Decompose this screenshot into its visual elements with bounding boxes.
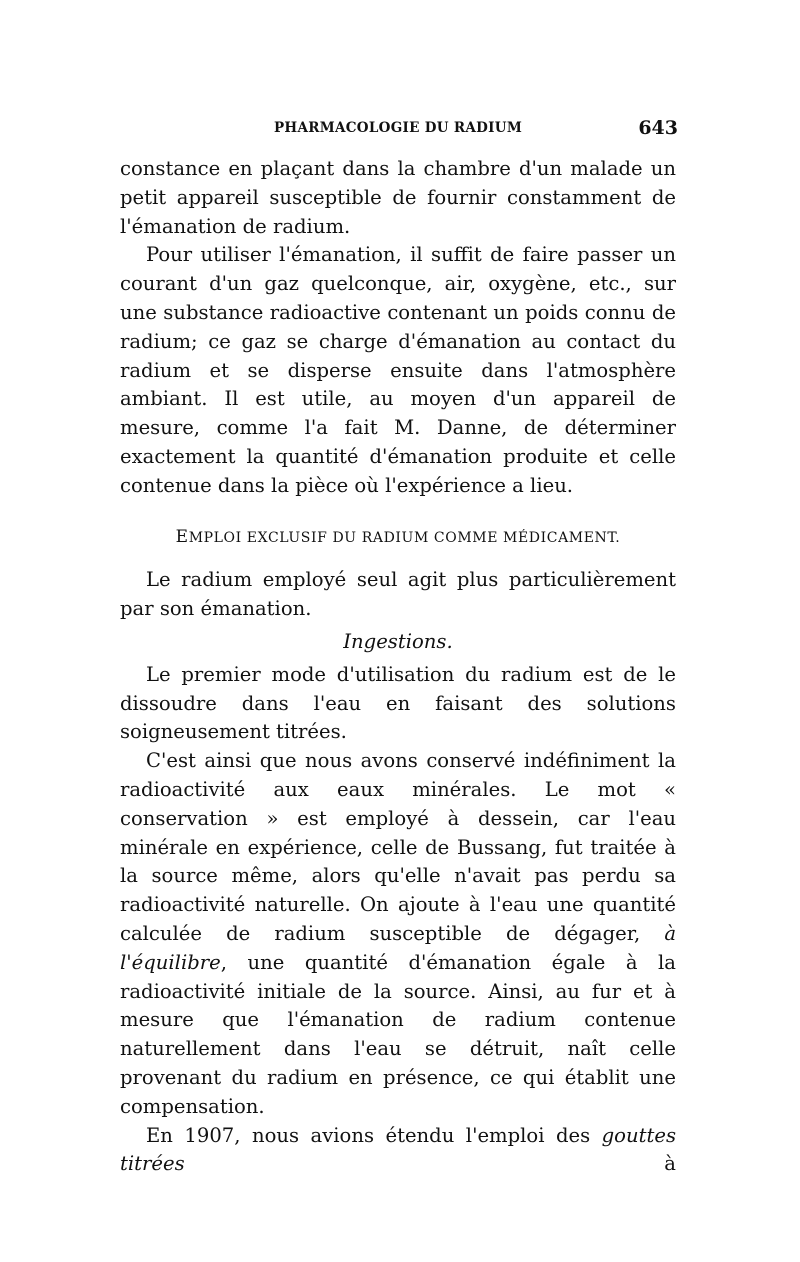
paragraph-2: Pour utiliser l'émanation, il suffit de faire passer un courant d'un gaz quelconque, air, oxygène, etc., sur une substance radioactive contenant un poids connu de radium; ce gaz se charge d'émanation au contact du radium et se disperse ensuite dans l'atmosphère ambiant. Il est utile, au moyen d'un appareil de mesure, comme l'a fait M. Danne, de déterminer exactement la quantité d'émanation produite et celle contenue dans la pièce où l'expérience a lieu. [120, 243, 676, 497]
running-head [118, 117, 678, 141]
paragraph-5-emphasis: à l'équilibre [120, 921, 676, 974]
paragraph-1: constance en plaçant dans la chambre d'un malade un petit appareil susceptible de fournir constamment de l'émanation de radium. [120, 157, 676, 238]
running-title: PHARMACOLOGIE DU RADIUM [273, 120, 523, 136]
subheading-ingestions: Ingestions. [343, 629, 453, 653]
paragraph-6-emphasis: gouttes titrées [120, 1123, 676, 1176]
paragraph-6-part-a: En 1907, nous avions étendu l'emploi des [146, 1123, 602, 1147]
paragraph-6 [120, 1122, 676, 1180]
paragraph-3: Le radium employé seul agit plus particulièrement par son émanation. [120, 568, 676, 621]
paragraph-5-part-b: , une quantité d'émanation égale à la radioactivité initiale de la source. Ainsi, au fur et à mesure que l'émanation de radium contenue naturellement dans l'eau se détruit, naît celle provenant du radium en présence, ce qui établit une compensation. [120, 950, 676, 1118]
paragraph-6-part-b: à [184, 1152, 676, 1176]
section-heading-initial: E [175, 526, 189, 547]
paragraph-5 [120, 747, 676, 1121]
section-heading [120, 523, 676, 553]
page-number: 643 [638, 117, 678, 139]
body-text [120, 155, 676, 1179]
paragraph-5-part-a: C'est ainsi que nous avons conservé indéfiniment la radioactivité aux eaux minérales. Le mot « conservation » est employé à dessein, car l'eau minérale en expérience, celle de Bussang, fut traitée à la source même, alors qu'elle n'avait pas perdu sa radioactivité naturelle. On ajoute à l'eau une quantité calculée de radium susceptible de dégager, [120, 749, 676, 945]
section-heading-rest: MPLOI EXCLUSIF DU RADIUM COMME MÉDICAMENT. [188, 529, 621, 546]
paragraph-4: Le premier mode d'utilisation du radium est de le dissoudre dans l'eau en faisant des solutions soigneusement titrées. [120, 662, 676, 744]
